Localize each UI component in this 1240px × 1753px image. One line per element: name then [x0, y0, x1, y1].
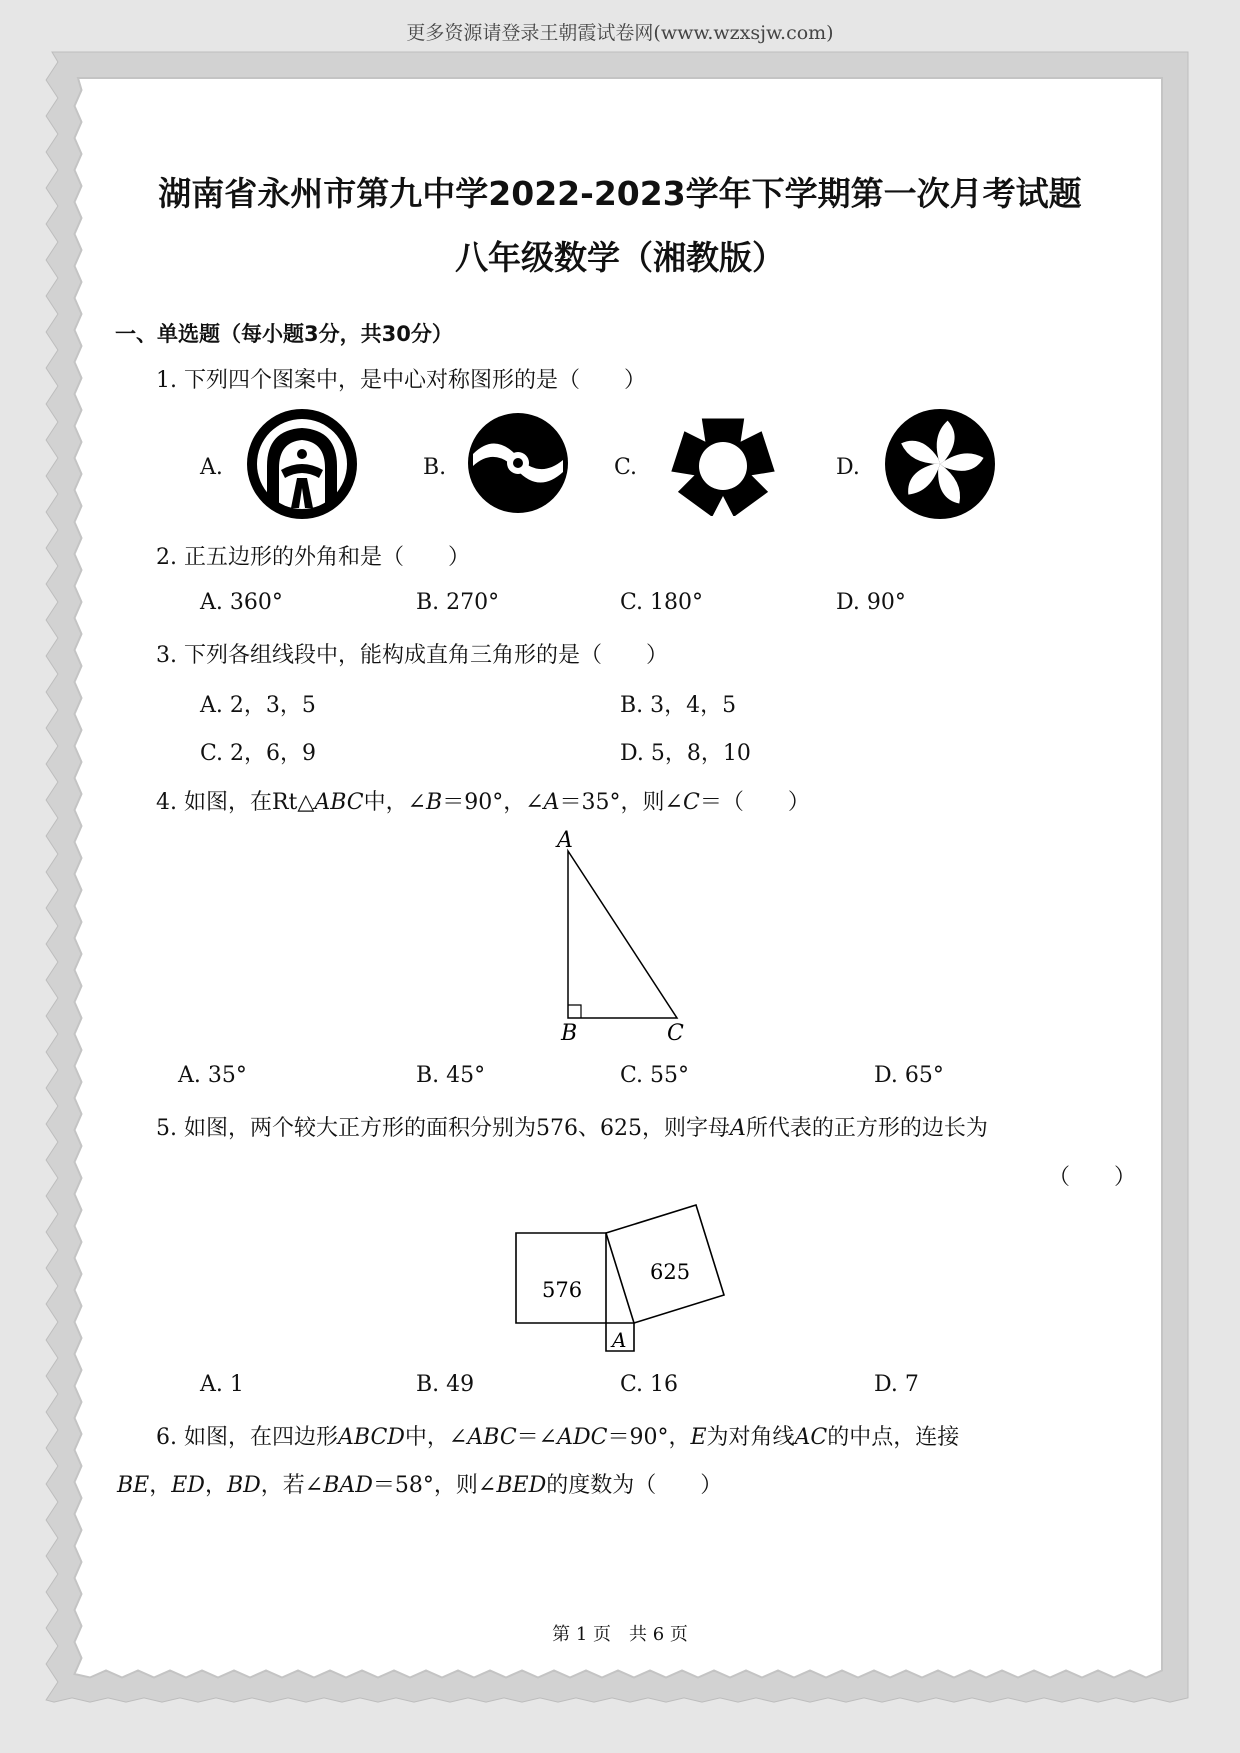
triangle-abc-figure — [545, 822, 695, 1047]
q4-text-2: 中，∠ — [363, 790, 427, 815]
q1-option-a: A. — [200, 455, 223, 480]
q4-var-b: B — [426, 790, 443, 815]
vertex-label-b: B — [561, 1021, 578, 1046]
q6-var-ac: AC — [794, 1425, 828, 1450]
q1-option-b: B. — [423, 455, 447, 480]
q6-var-abc: ABC — [467, 1425, 517, 1450]
q5-option-c: C. 16 — [620, 1372, 679, 1397]
vertex-label-a: A — [557, 828, 573, 853]
square-label-625: 625 — [650, 1260, 691, 1284]
question-3-stem: 3. 下列各组线段中，能构成直角三角形的是（ ） — [156, 643, 668, 668]
q4-text-1: 4. 如图，在Rt△ — [156, 790, 315, 815]
exam-title: 湖南省永州市第九中学2022-2023学年下学期第一次月考试题 — [158, 174, 1082, 213]
q6-text-8: ， — [204, 1473, 227, 1498]
site-header: 更多资源请登录王朝霞试卷网(www.wzxsjw.com) — [406, 22, 834, 44]
q6-text-2: 中，∠ — [404, 1425, 468, 1450]
emblem-bauhinia-figure — [884, 408, 996, 520]
squares-figure — [512, 1195, 734, 1357]
q6-var-abcd: ABCD — [337, 1425, 405, 1450]
question-5-stem — [156, 1111, 988, 1142]
q3-option-b: B. 3，4，5 — [620, 693, 737, 718]
q6-var-bad: BAD — [323, 1473, 373, 1498]
q3-option-c: C. 2，6，9 — [200, 741, 317, 766]
q4-text-4: ＝35°，则∠ — [559, 790, 683, 815]
q3-option-a: A. 2，3，5 — [200, 693, 316, 718]
q6-text-1: 6. 如图，在四边形 — [156, 1425, 338, 1450]
q6-var-ed: ED — [171, 1473, 205, 1498]
q6-text-4: ＝90°， — [607, 1425, 691, 1450]
exam-subtitle: 八年级数学（湘教版） — [455, 238, 785, 277]
q2-option-d: D. 90° — [836, 590, 906, 615]
q6-var-e: E — [690, 1425, 707, 1450]
question-6-line-2 — [117, 1468, 722, 1499]
q2-option-c: C. 180° — [620, 590, 704, 615]
q5-option-a: A. 1 — [200, 1372, 244, 1397]
page-footer: 第 1 页 共 6 页 — [552, 1624, 688, 1645]
square-label-a: A — [612, 1328, 627, 1352]
q1-option-c: C. — [614, 455, 638, 480]
question-1-stem: 1. 下列四个图案中，是中心对称图形的是（ ） — [156, 368, 646, 393]
section-heading: 一、单选题（每小题3分，共30分） — [115, 322, 453, 346]
q6-var-bd: BD — [226, 1473, 261, 1498]
q6-text-5: 为对角线 — [706, 1425, 795, 1450]
q5-option-b: B. 49 — [416, 1372, 475, 1397]
q4-option-d: D. 65° — [874, 1063, 944, 1088]
question-4-stem — [156, 785, 810, 816]
q5-text-1: 5. 如图，两个较大正方形的面积分别为576、625，则字母 — [156, 1116, 730, 1141]
q1-option-d: D. — [836, 455, 860, 480]
emblem-arch-figure — [243, 408, 361, 520]
q6-text-3: ＝∠ — [516, 1425, 558, 1450]
q6-text-6: 的中点，连接 — [827, 1425, 960, 1450]
q2-option-b: B. 270° — [416, 590, 500, 615]
q5-option-d: D. 7 — [874, 1372, 919, 1397]
q6-text-11: 的度数为（ ） — [546, 1473, 723, 1498]
q4-option-b: B. 45° — [416, 1063, 486, 1088]
q3-option-d: D. 5，8，10 — [620, 741, 751, 766]
q5-text-2: 所代表的正方形的边长为 — [745, 1116, 988, 1141]
question-2-stem: 2. 正五边形的外角和是（ ） — [156, 545, 470, 570]
q4-var-c: C — [682, 790, 700, 815]
emblem-wave-figure — [467, 412, 569, 514]
q2-option-a: A. 360° — [200, 590, 283, 615]
q4-option-a: A. 35° — [178, 1063, 247, 1088]
square-label-576: 576 — [542, 1278, 583, 1302]
q6-var-be: BE — [117, 1473, 150, 1498]
q6-var-bed: BED — [496, 1473, 547, 1498]
q4-option-c: C. 55° — [620, 1063, 690, 1088]
q4-text-3: ＝90°，∠ — [442, 790, 544, 815]
q6-var-adc: ADC — [557, 1425, 608, 1450]
vertex-label-c: C — [667, 1021, 684, 1046]
q5-answer-bracket: （ ） — [1048, 1165, 1137, 1190]
emblem-pentagon-figure — [666, 410, 780, 516]
q4-var-abc: ABC — [314, 790, 364, 815]
q4-text-5: ＝（ ） — [699, 790, 810, 815]
question-6-line-1 — [156, 1420, 959, 1451]
q6-text-10: ＝58°，则∠ — [372, 1473, 497, 1498]
q6-text-9: ，若∠ — [260, 1473, 324, 1498]
q4-var-a: A — [543, 790, 560, 815]
q5-var-a: A — [729, 1116, 746, 1141]
q6-text-7: ， — [149, 1473, 172, 1498]
